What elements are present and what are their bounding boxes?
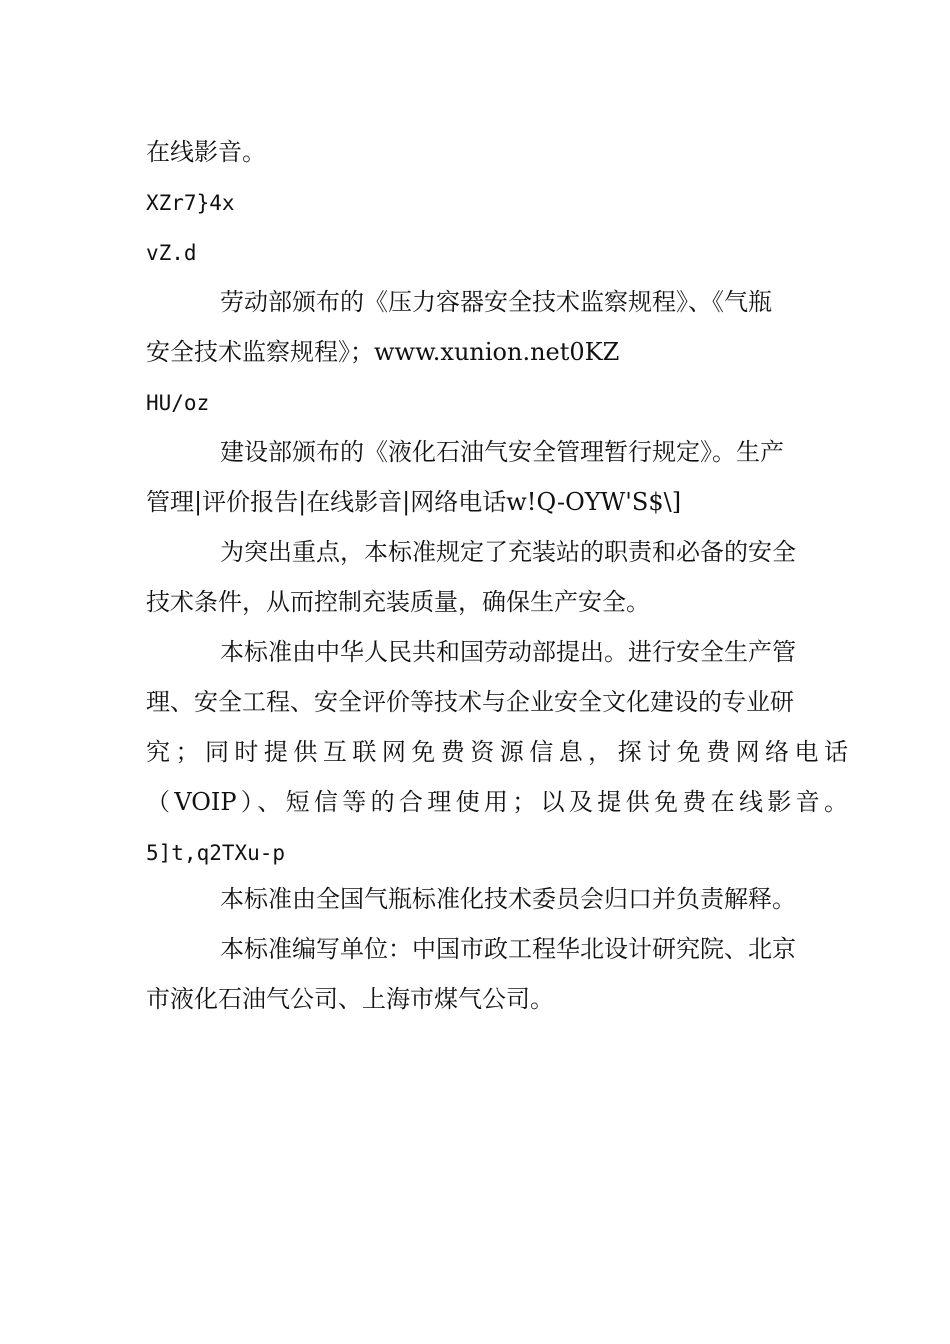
text-line: XZr7}4x [146,191,235,215]
paragraph-line: 劳动部颁布的《压力容器安全技术监察规程》、《气瓶 [220,288,772,316]
paragraph-line: 本标准编写单位：中国市政工程华北设计研究院、北京 [220,935,796,963]
text-line: 安全技术监察规程》；www.xunion.net0KZ [146,338,620,366]
text-line: HU/oz [146,391,210,415]
paragraph-line: 建设部颁布的《液化石油气安全管理暂行规定》。生产 [220,438,784,466]
text-line: 5]t,q2TXu-p [146,841,286,865]
text-line: 市液化石油气公司、上海市煤气公司。 [146,985,554,1013]
text-line: （VOIP）、短信等的合理使用；以及提供免费在线影音。 [146,788,848,816]
text-line: 技术条件，从而控制充装质量，确保生产安全。 [146,588,650,616]
text-line: 管理|评价报告|在线影音|网络电话w!Q-OYW'S$\] [146,488,682,516]
text-line: vZ.d [146,241,197,265]
paragraph-line: 本标准由全国气瓶标准化技术委员会归口并负责解释。 [220,885,796,913]
paragraph-line: 为突出重点，本标准规定了充装站的职责和必备的安全 [220,538,796,566]
text-line: 在线影音。 [146,138,266,166]
text-line: 究；同时提供互联网免费资源信息，探讨免费网络电话 [146,738,848,766]
text-line: 理、安全工程、安全评价等技术与企业安全文化建设的专业研 [146,688,794,716]
paragraph-line: 本标准由中华人民共和国劳动部提出。进行安全生产管 [220,638,796,666]
